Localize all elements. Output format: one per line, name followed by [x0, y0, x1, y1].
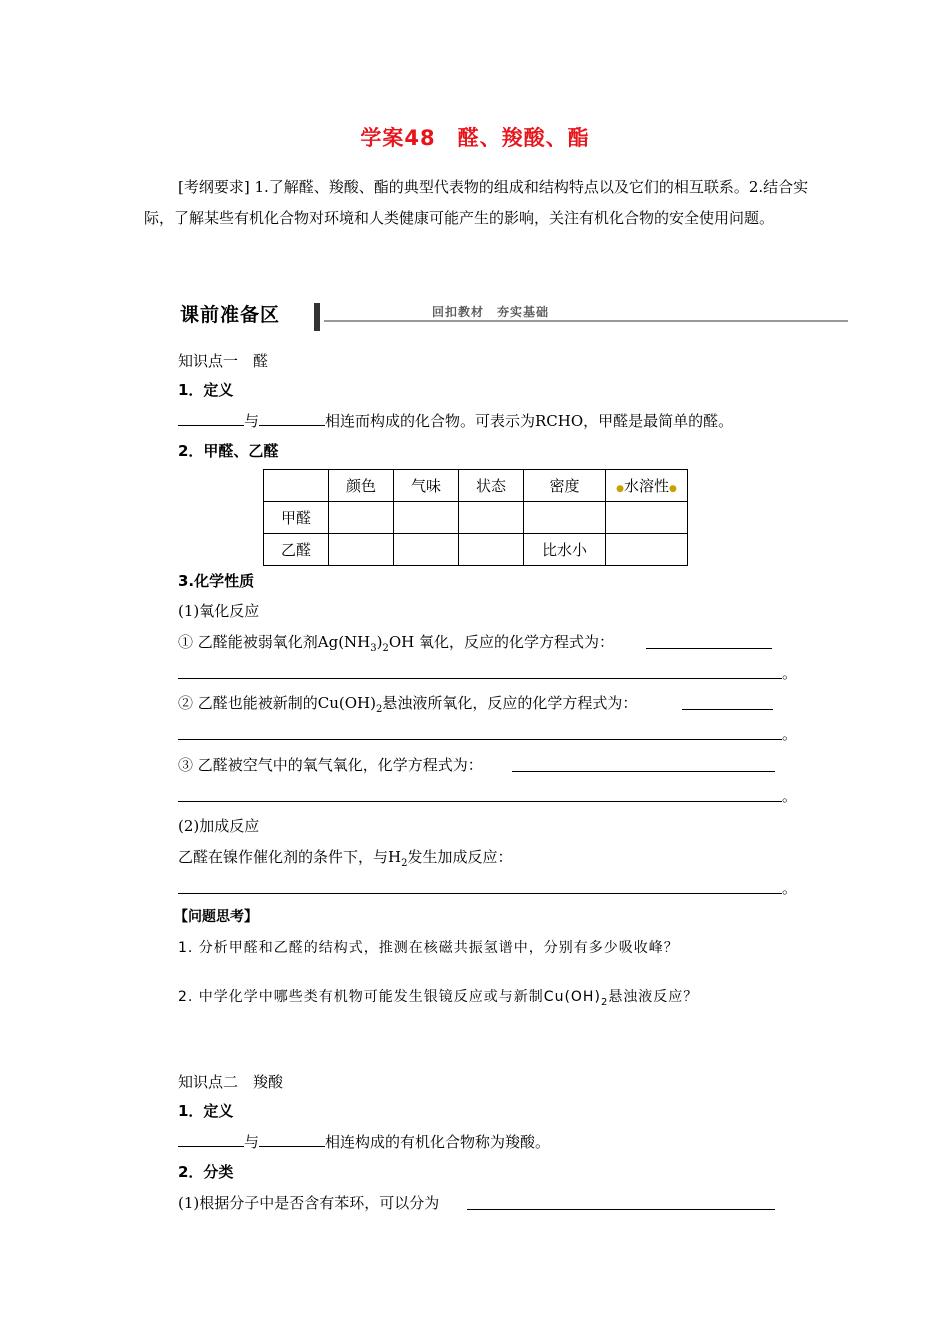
text: ① 乙醛能被弱氧化剂Ag(NH: [178, 633, 371, 651]
table-header: 颜色: [329, 470, 394, 502]
blank[interactable]: [259, 1132, 325, 1147]
blank[interactable]: [178, 411, 244, 426]
table-row: [264, 534, 688, 566]
k1-types-title: 2．甲醛、乙醛: [178, 442, 279, 460]
text: 发生加成反应：: [407, 848, 513, 866]
k2-cls1: (1)根据分子中是否含有苯环，可以分为: [178, 1194, 440, 1212]
text: ② 乙醛也能被新制的Cu(OH): [178, 694, 376, 712]
answer-blank[interactable]: [682, 709, 773, 710]
answer-blank[interactable]: [178, 801, 782, 802]
k2-def-title: 1．定义: [178, 1102, 234, 1120]
k1-add-title: (2)加成反应: [178, 817, 260, 835]
mark-icon: ●: [616, 484, 624, 494]
banner-bar: [314, 303, 320, 331]
period: 。: [782, 664, 798, 682]
text: 相连而构成的化合物。可表示为RCHO，甲醛是最简单的醛。: [325, 412, 734, 430]
subscript: 2: [401, 858, 408, 869]
answer-blank[interactable]: [178, 893, 782, 894]
table-cell[interactable]: [329, 534, 394, 566]
exam-requirements: [144, 172, 810, 234]
k2-cls-title: 2．分类: [178, 1163, 234, 1181]
table-cell[interactable]: [606, 534, 688, 566]
text: 与: [244, 412, 260, 430]
table-cell: 比水小: [524, 534, 606, 566]
table-row: [264, 502, 688, 534]
think-q1: 1. 分析甲醛和乙醛的结构式，推测在核磁共振氢谱中，分别有多少吸收峰？: [178, 940, 679, 956]
table-cell[interactable]: [524, 502, 606, 534]
table-header-row: [264, 470, 688, 502]
subscript: 2: [376, 704, 383, 715]
k1-def-title: 1．定义: [178, 381, 234, 399]
k1-def-line: [178, 410, 733, 431]
answer-blank[interactable]: [178, 739, 782, 740]
table-cell[interactable]: [459, 534, 524, 566]
subscript: 3: [370, 643, 377, 654]
subscript: 2: [600, 996, 609, 1008]
text: 相连构成的有机化合物称为羧酸。: [325, 1133, 551, 1151]
k1-heading: 知识点一 醛: [178, 352, 269, 370]
answer-blank[interactable]: [512, 771, 775, 772]
text: OH 氧化，反应的化学方程式为：: [388, 633, 615, 651]
table-cell[interactable]: [394, 502, 459, 534]
aldehyde-table: [263, 469, 688, 566]
text: 悬浊液反应？: [608, 989, 699, 1005]
requirements-text: 1.了解醛、羧酸、酯的典型代表物的组成和结构特点以及它们的相互联系。2.结合实际，了解某些有机化合物对环境和人类健康可能产生的影响，关注有机化合物的安全使用问题。: [144, 178, 809, 227]
answer-blank[interactable]: [467, 1209, 775, 1210]
requirements-tag: [考纲要求]: [178, 178, 250, 196]
k1-ox-title: (1)氧化反应: [178, 602, 260, 620]
table-header: 密度: [524, 470, 606, 502]
row-name: 乙醛: [264, 534, 329, 566]
table-header: 状态: [459, 470, 524, 502]
blank[interactable]: [178, 1132, 244, 1147]
banner-subtitle: 回扣教材 夯实基础: [432, 305, 550, 319]
section-banner: [180, 300, 848, 336]
subscript: 2: [382, 643, 389, 654]
table-header: 气味: [394, 470, 459, 502]
table-header-solubility: [606, 470, 688, 502]
text: 乙醛在镍作催化剂的条件下，与H: [178, 848, 402, 866]
banner-rule: [324, 320, 848, 322]
k2-heading: 知识点二 羧酸: [178, 1073, 284, 1091]
banner-title: 课前准备区: [180, 304, 281, 326]
answer-blank[interactable]: [178, 678, 782, 679]
table-cell[interactable]: [606, 502, 688, 534]
table-cell[interactable]: [394, 534, 459, 566]
think-title: 【问题思考】: [174, 909, 258, 925]
ox3-line: ③ 乙醛被空气中的氧气氧化，化学方程式为：: [178, 756, 483, 774]
add-line: [178, 846, 512, 869]
text: 与: [244, 1133, 260, 1151]
ox2-line: [178, 692, 637, 715]
answer-blank[interactable]: [646, 648, 772, 649]
table-cell[interactable]: [459, 502, 524, 534]
ox1-line: [178, 631, 614, 654]
text: ): [376, 633, 383, 651]
mark-icon: ●: [669, 484, 677, 494]
page-title: 学案48 醛、羧酸、酯: [360, 126, 590, 150]
text: 悬浊液所氧化，反应的化学方程式为：: [382, 694, 638, 712]
text: 2. 中学化学中哪些类有机物可能发生银镜反应或与新制Cu(OH): [178, 989, 601, 1005]
table-cell[interactable]: [329, 502, 394, 534]
blank[interactable]: [259, 411, 325, 426]
period: 。: [782, 787, 798, 805]
text: 水溶性: [623, 477, 669, 495]
think-q2: [178, 986, 698, 1008]
k1-chem-title: 3.化学性质: [178, 572, 255, 590]
table-cell: [264, 470, 329, 502]
period: 。: [782, 879, 798, 897]
k2-def-line: [178, 1131, 550, 1152]
period: 。: [782, 725, 798, 743]
row-name: 甲醛: [264, 502, 329, 534]
